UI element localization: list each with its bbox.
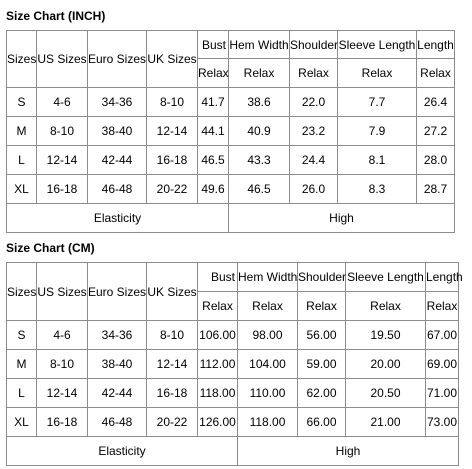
cm-header-euro: Euro Sizes bbox=[88, 263, 147, 321]
table-row bbox=[7, 379, 459, 408]
cm-relax-label: Relax bbox=[198, 292, 238, 321]
shoulder-cell: 56.00 bbox=[298, 321, 346, 350]
bust-cell: 112.00 bbox=[198, 350, 238, 379]
elasticity-value: High bbox=[238, 437, 459, 466]
inch-relax-label: Relax bbox=[338, 59, 417, 88]
hem-width-cell: 110.00 bbox=[238, 379, 298, 408]
cm-footer-row bbox=[7, 437, 459, 466]
uk-size-cell: 16-18 bbox=[147, 379, 198, 408]
sleeve-length-cell: 7.7 bbox=[338, 88, 417, 117]
uk-size-cell: 16-18 bbox=[147, 146, 198, 175]
inch-header-shoulder: Shoulder bbox=[290, 31, 338, 59]
cm-chart-title: Size Chart (CM) bbox=[6, 241, 95, 255]
bust-cell: 118.00 bbox=[198, 379, 238, 408]
bust-cell: 41.7 bbox=[198, 88, 229, 117]
inch-header-bust: Bust bbox=[198, 31, 229, 59]
shoulder-cell: 66.00 bbox=[298, 408, 346, 437]
bust-cell: 49.6 bbox=[198, 175, 229, 204]
elasticity-value: High bbox=[229, 204, 455, 233]
length-cell: 69.00 bbox=[426, 350, 459, 379]
cm-header-length: Length bbox=[426, 263, 459, 292]
shoulder-cell: 23.2 bbox=[290, 117, 338, 146]
elasticity-label: Elasticity bbox=[7, 204, 229, 233]
euro-size-cell: 38-40 bbox=[88, 350, 147, 379]
sleeve-length-cell: 20.00 bbox=[346, 350, 426, 379]
cm-relax-label: Relax bbox=[426, 292, 459, 321]
us-size-cell: 16-18 bbox=[37, 408, 88, 437]
cm-header-hem: Hem Width bbox=[238, 263, 298, 292]
sleeve-length-cell: 19.50 bbox=[346, 321, 426, 350]
uk-size-cell: 20-22 bbox=[147, 408, 198, 437]
hem-width-cell: 40.9 bbox=[229, 117, 290, 146]
inch-footer-row bbox=[7, 204, 455, 233]
bust-cell: 46.5 bbox=[198, 146, 229, 175]
cm-header-bust: Bust bbox=[198, 263, 238, 292]
uk-size-cell: 12-14 bbox=[147, 117, 198, 146]
euro-size-cell: 34-36 bbox=[88, 321, 147, 350]
cm-header-uk: UK Sizes bbox=[147, 263, 198, 321]
table-row bbox=[7, 88, 455, 117]
inch-chart-title: Size Chart (INCH) bbox=[6, 9, 106, 23]
size-cell: M bbox=[7, 350, 37, 379]
euro-size-cell: 38-40 bbox=[88, 117, 147, 146]
us-size-cell: 4-6 bbox=[37, 88, 88, 117]
euro-size-cell: 42-44 bbox=[88, 146, 147, 175]
sleeve-length-cell: 21.00 bbox=[346, 408, 426, 437]
cm-relax-label: Relax bbox=[346, 292, 426, 321]
size-cell: S bbox=[7, 88, 37, 117]
bust-cell: 106.00 bbox=[198, 321, 238, 350]
hem-width-cell: 38.6 bbox=[229, 88, 290, 117]
length-cell: 28.7 bbox=[417, 175, 455, 204]
table-row bbox=[7, 117, 455, 146]
shoulder-cell: 22.0 bbox=[290, 88, 338, 117]
inch-relax-label: Relax bbox=[290, 59, 338, 88]
sleeve-length-cell: 8.3 bbox=[338, 175, 417, 204]
size-cell: L bbox=[7, 146, 37, 175]
inch-size-table bbox=[6, 30, 455, 233]
us-size-cell: 8-10 bbox=[37, 350, 88, 379]
inch-header-length: Length bbox=[417, 31, 455, 59]
sleeve-length-cell: 7.9 bbox=[338, 117, 417, 146]
uk-size-cell: 8-10 bbox=[147, 88, 198, 117]
length-cell: 27.2 bbox=[417, 117, 455, 146]
euro-size-cell: 46-48 bbox=[88, 175, 147, 204]
us-size-cell: 16-18 bbox=[37, 175, 88, 204]
cm-header-shoulder: Shoulder bbox=[298, 263, 346, 292]
cm-header-row bbox=[7, 263, 459, 292]
uk-size-cell: 20-22 bbox=[147, 175, 198, 204]
inch-header-row bbox=[7, 31, 455, 59]
inch-header-hem: Hem Width bbox=[229, 31, 290, 59]
euro-size-cell: 42-44 bbox=[88, 379, 147, 408]
hem-width-cell: 118.00 bbox=[238, 408, 298, 437]
cm-header-sizes: Sizes bbox=[7, 263, 37, 321]
size-cell: XL bbox=[7, 175, 37, 204]
euro-size-cell: 46-48 bbox=[88, 408, 147, 437]
length-cell: 28.0 bbox=[417, 146, 455, 175]
table-row bbox=[7, 146, 455, 175]
us-size-cell: 8-10 bbox=[37, 117, 88, 146]
table-row bbox=[7, 175, 455, 204]
sleeve-length-cell: 20.50 bbox=[346, 379, 426, 408]
euro-size-cell: 34-36 bbox=[88, 88, 147, 117]
size-cell: XL bbox=[7, 408, 37, 437]
size-cell: S bbox=[7, 321, 37, 350]
us-size-cell: 4-6 bbox=[37, 321, 88, 350]
inch-header-sleeve: Sleeve Length bbox=[338, 31, 417, 59]
inch-header-euro: Euro Sizes bbox=[88, 31, 147, 88]
length-cell: 26.4 bbox=[417, 88, 455, 117]
shoulder-cell: 26.0 bbox=[290, 175, 338, 204]
table-row bbox=[7, 408, 459, 437]
cm-header-us: US Sizes bbox=[37, 263, 88, 321]
inch-relax-label: Relax bbox=[229, 59, 290, 88]
hem-width-cell: 104.00 bbox=[238, 350, 298, 379]
cm-size-table bbox=[6, 262, 463, 466]
length-cell: 73.00 bbox=[426, 408, 459, 437]
shoulder-cell: 24.4 bbox=[290, 146, 338, 175]
bust-cell: 126.00 bbox=[198, 408, 238, 437]
cm-relax-label: Relax bbox=[238, 292, 298, 321]
sleeve-length-cell: 8.1 bbox=[338, 146, 417, 175]
inch-header-us: US Sizes bbox=[37, 31, 88, 88]
length-cell: 67.00 bbox=[426, 321, 459, 350]
cm-header-sleeve: Sleeve Length bbox=[346, 263, 426, 292]
table-row bbox=[7, 350, 459, 379]
elasticity-label: Elasticity bbox=[7, 437, 238, 466]
shoulder-cell: 59.00 bbox=[298, 350, 346, 379]
us-size-cell: 12-14 bbox=[37, 379, 88, 408]
inch-header-uk: UK Sizes bbox=[147, 31, 198, 88]
inch-relax-label: Relax bbox=[198, 59, 229, 88]
uk-size-cell: 12-14 bbox=[147, 350, 198, 379]
shoulder-cell: 62.00 bbox=[298, 379, 346, 408]
bust-cell: 44.1 bbox=[198, 117, 229, 146]
uk-size-cell: 8-10 bbox=[147, 321, 198, 350]
inch-relax-label: Relax bbox=[417, 59, 455, 88]
hem-width-cell: 43.3 bbox=[229, 146, 290, 175]
size-cell: L bbox=[7, 379, 37, 408]
size-cell: M bbox=[7, 117, 37, 146]
us-size-cell: 12-14 bbox=[37, 146, 88, 175]
cm-relax-label: Relax bbox=[298, 292, 346, 321]
table-row bbox=[7, 321, 459, 350]
hem-width-cell: 98.00 bbox=[238, 321, 298, 350]
length-cell: 71.00 bbox=[426, 379, 459, 408]
hem-width-cell: 46.5 bbox=[229, 175, 290, 204]
inch-header-sizes: Sizes bbox=[7, 31, 37, 88]
